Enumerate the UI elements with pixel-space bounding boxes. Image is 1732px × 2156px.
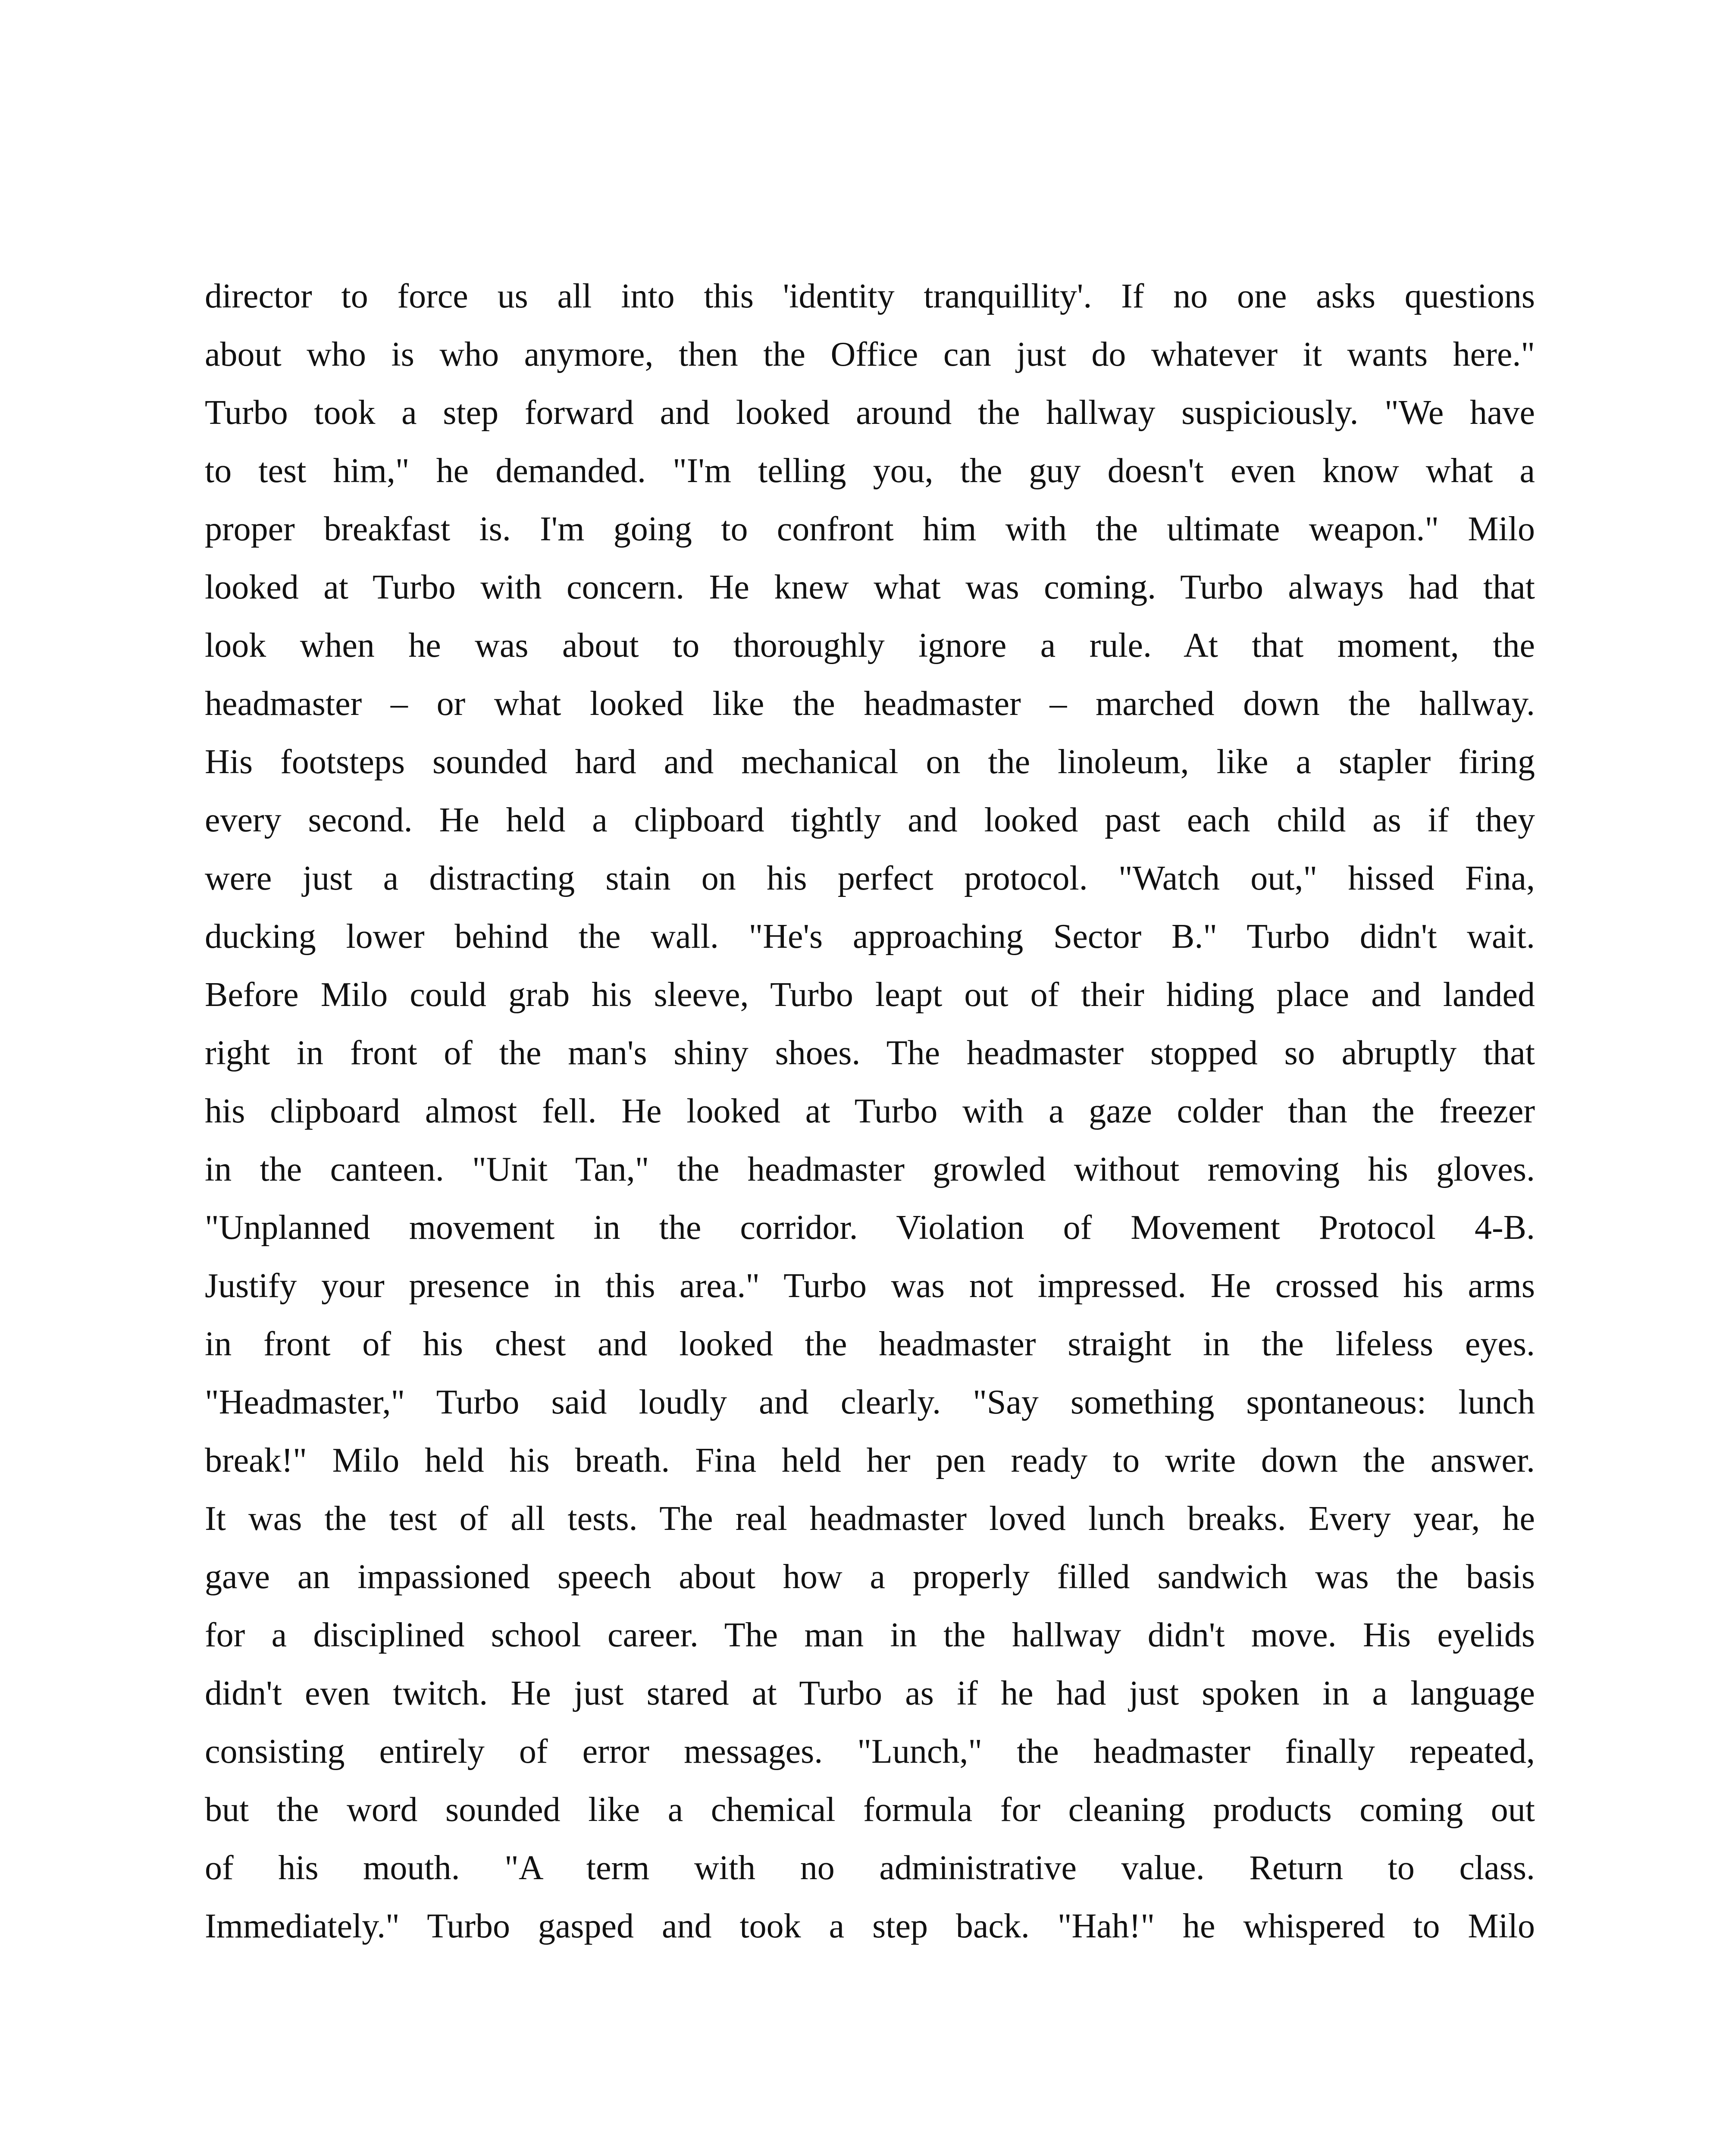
- body-text: [205, 267, 1535, 1984]
- text-line: were just a distracting stain on his perfect protocol. "Watch out," hissed Fina,: [205, 859, 1535, 897]
- text-line: every second. He held a clipboard tightly and looked past each child as if they: [205, 801, 1535, 839]
- text-line: It was the test of all tests. The real headmaster loved lunch breaks. Every year, he: [205, 1500, 1535, 1538]
- text-line: Before Milo could grab his sleeve, Turbo leapt out of their hiding place and landed: [205, 976, 1535, 1014]
- text-line: gave an impassioned speech about how a properly filled sandwich was the basis: [205, 1558, 1535, 1596]
- text-line: "Unplanned movement in the corridor. Violation of Movement Protocol 4-B.: [205, 1209, 1535, 1247]
- text-line: director to force us all into this 'identity tranquillity'. If no one asks questions: [205, 277, 1535, 315]
- text-line: break!" Milo held his breath. Fina held her pen ready to write down the answer.: [205, 1442, 1535, 1479]
- text-line: Justify your presence in this area." Turbo was not impressed. He crossed his arms: [205, 1267, 1535, 1305]
- text-line: didn't even twitch. He just stared at Turbo as if he had just spoken in a language: [205, 1674, 1535, 1712]
- text-line: look when he was about to thoroughly ignore a rule. At that moment, the: [205, 627, 1535, 664]
- text-line: in front of his chest and looked the headmaster straight in the lifeless eyes.: [205, 1325, 1535, 1363]
- text-line: ducking lower behind the wall. "He's approaching Sector B." Turbo didn't wait.: [205, 918, 1535, 956]
- text-line: consisting entirely of error messages. "Lunch," the headmaster finally repeated,: [205, 1733, 1535, 1771]
- text-line: but the word sounded like a chemical formula for cleaning products coming out: [205, 1791, 1535, 1829]
- text-line: Immediately." Turbo gasped and took a step back. "Hah!" he whispered to Milo: [205, 1907, 1535, 1945]
- text-line: right in front of the man's shiny shoes. The headmaster stopped so abruptly that: [205, 1034, 1535, 1072]
- text-line: his clipboard almost fell. He looked at Turbo with a gaze colder than the freezer: [205, 1092, 1535, 1130]
- text-line: Turbo took a step forward and looked around the hallway suspiciously. "We have: [205, 394, 1535, 432]
- text-line: His footsteps sounded hard and mechanical on the linoleum, like a stapler firing: [205, 743, 1535, 781]
- text-line: "Headmaster," Turbo said loudly and clearly. "Say something spontaneous: lunch: [205, 1383, 1535, 1421]
- text-line: headmaster – or what looked like the headmaster – marched down the hallway.: [205, 685, 1535, 723]
- text-line: about who is who anymore, then the Office can just do whatever it wants here.": [205, 335, 1535, 373]
- text-line: for a disciplined school career. The man in the hallway didn't move. His eyelids: [205, 1616, 1535, 1654]
- text-line: looked at Turbo with concern. He knew what was coming. Turbo always had that: [205, 568, 1535, 606]
- text-line: in the canteen. "Unit Tan," the headmaster growled without removing his gloves.: [205, 1150, 1535, 1188]
- text-line: of his mouth. "A term with no administrative value. Return to class.: [205, 1849, 1535, 1887]
- text-line: to test him," he demanded. "I'm telling you, the guy doesn't even know what a: [205, 452, 1535, 490]
- text-line: proper breakfast is. I'm going to confront him with the ultimate weapon." Milo: [205, 510, 1535, 548]
